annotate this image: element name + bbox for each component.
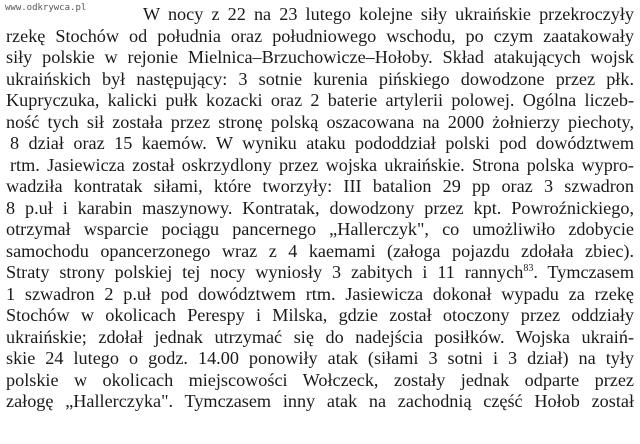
text-line-with-footnote	[4, 262, 634, 284]
text-line: ukraińskich był następujący: 3 sotnie kurenia pińskiego dowodzone przez płk.	[6, 68, 634, 89]
text-line: 1 szwadron 2 p.uł pod dowództwem rtm. Jasiewicza dokonał wypadu za rzekę	[6, 283, 634, 304]
text-line: rtm. Jasiewicza został oskrzydlony przez wojska ukraińskie. Strona polska wypro-	[10, 154, 634, 175]
text-line: 8 p.uł i karabin maszynowy. Kontratak, dowodzony przez kpt. Powroźnickiego,	[6, 197, 634, 218]
text-line: ukraińskie; zdołał jednak utrzymać się do nadejścia posiłków. Wojska ukraiń-	[6, 326, 634, 347]
text-line-start: Straty strony polskiej tej nocy wyniosły 3 zabitych i 11 rannych	[6, 262, 524, 282]
text-line: polskie w okolicach miejscowości Wołczeck, zostały jednak odparte przez	[6, 369, 634, 390]
text-line: W nocy z 22 na 23 lutego kolejne siły ukraińskie przekroczyły	[143, 4, 634, 24]
text-line: ność tych sił została przez stronę polską oszacowana na 2000 żołnierzy piechoty,	[6, 111, 634, 132]
watermark-url: www.odkrywca.pl	[5, 3, 87, 13]
text-line: otrzymał wsparcie pociągu pancernego „Hallerczyk", co umożliwiło zdobycie	[6, 219, 634, 239]
text-line: Kupryczuka, kalicki pułk kozacki oraz 2 baterie artylerii polowej. Ogólna liczeb-	[6, 90, 634, 110]
text-line: Stochów w okolicach Perespy i Milska, gdzie został otoczony przez oddziały	[6, 305, 634, 325]
body-paragraph	[4, 4, 634, 413]
text-line: załogę „Hallerczyka". Tymczasem inny atak na zachodnią część Hołob został	[6, 391, 634, 411]
text-line: siły polskie w rejonie Mielnica–Brzuchowicze–Hołoby. Skład atakujących wojsk	[6, 47, 634, 67]
text-line: rzekę Stochów od południa oraz południowego wschodu, po czym zaatakowały	[6, 25, 634, 46]
footnote-reference: 83	[523, 263, 534, 274]
text-line: skie 24 lutego o godz. 14.00 ponowiły atak (siłami 3 sotni i 3 dział) na tyły	[6, 348, 634, 368]
text-line: wadziła kontratak siłami, które tworzyły: III batalion 29 pp oraz 3 szwadron	[6, 176, 634, 196]
text-line: 8 dział oraz 15 kaemów. W wyniku ataku pododdział polski pod dowództwem	[10, 133, 634, 153]
text-line-end: . Tymczasem	[533, 262, 634, 282]
text-line: samochodu opancerzonego wraz z 4 kaemami (załoga pojazdu zdołała zbiec).	[6, 240, 634, 261]
